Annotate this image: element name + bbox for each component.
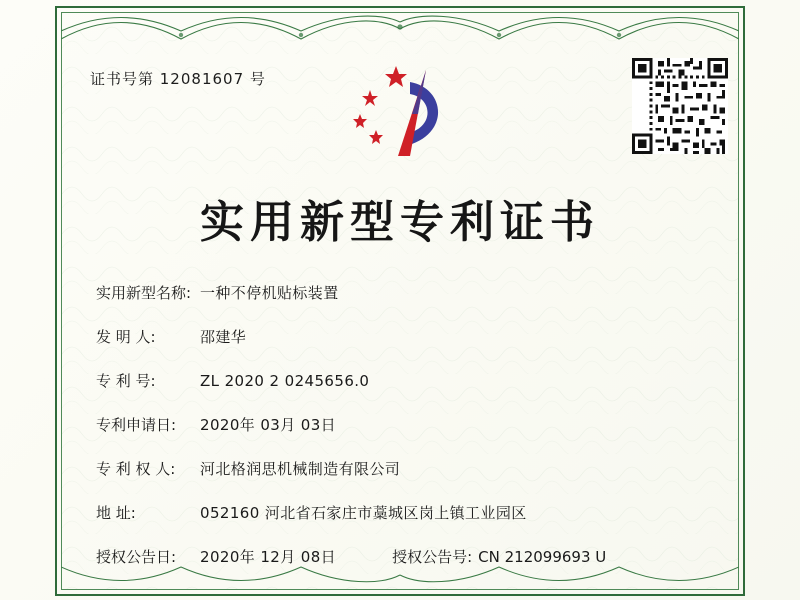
patent-office-logo [340, 52, 460, 162]
field-row-application-date [96, 414, 704, 435]
field-list [96, 282, 704, 590]
field-row-inventor [96, 326, 704, 347]
field-label: 发 明 人: [96, 328, 156, 346]
field-label: 专 利 权 人: [96, 460, 176, 478]
field-value: 河北格润思机械制造有限公司 [200, 460, 401, 478]
field-row-patent-number [96, 370, 704, 391]
qr-code [632, 58, 728, 154]
announcement-number-value: CN 212099693 U [478, 548, 607, 566]
field-value: 邵建华 [200, 328, 247, 346]
field-row-patentee [96, 458, 704, 479]
field-row-utility-model-name [96, 282, 704, 303]
certificate-number: 证书号第 12081607 号 [90, 70, 266, 88]
field-value: 052160 河北省石家庄市藁城区岗上镇工业园区 [200, 504, 527, 522]
field-row-address [96, 502, 704, 523]
field-label: 专利申请日: [96, 416, 177, 434]
field-value: 2020年 03月 03日 [200, 416, 337, 434]
field-row-announcement [96, 546, 704, 567]
field-value: ZL 2020 2 0245656.0 [200, 372, 370, 390]
announcement-date-label: 授权公告日: [96, 548, 177, 566]
announcement-number-label: 授权公告号: [392, 548, 473, 566]
announcement-date-value: 2020年 12月 08日 [200, 548, 337, 566]
field-label: 实用新型名称: [96, 284, 192, 302]
field-label: 专 利 号: [96, 372, 156, 390]
field-label: 地 址: [96, 504, 136, 522]
page-title: 实用新型专利证书 [200, 197, 600, 248]
field-value: 一种不停机贴标装置 [200, 284, 339, 302]
ornament-top [61, 13, 739, 43]
